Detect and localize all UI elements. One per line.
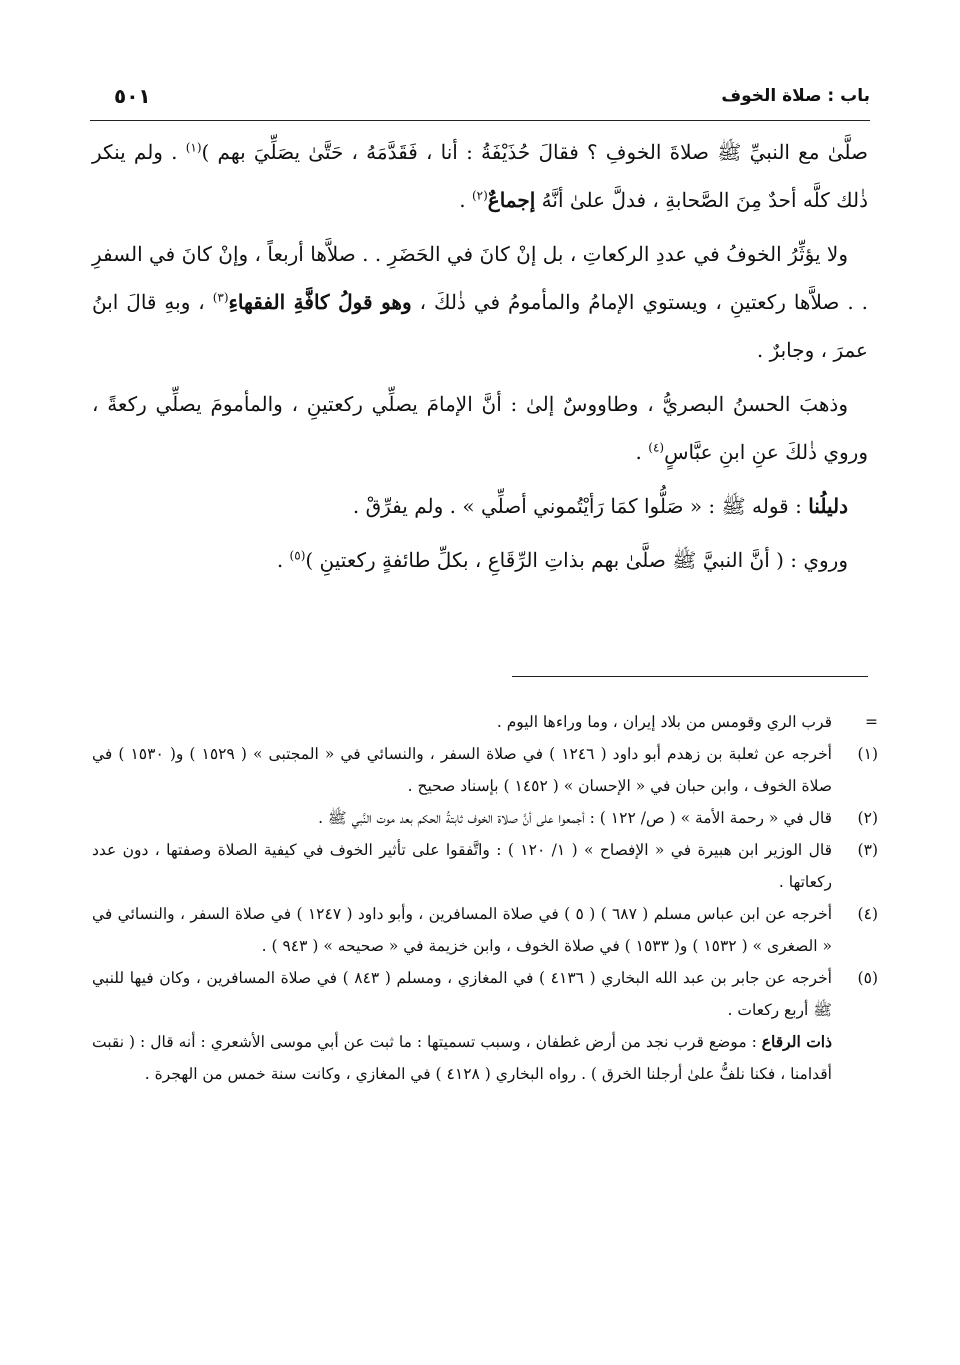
footnote-ref-1: (١) bbox=[185, 140, 202, 155]
footnote-5 bbox=[92, 962, 878, 1026]
footnote-separator bbox=[512, 676, 868, 677]
paragraph-4: دليلُنا : قوله ﷺ : « صَلُّوا كمَا رَأيْتُموني أصلِّي » . ولم يفرِّقْ . bbox=[352, 494, 848, 518]
bold-term: وهو قولُ كافَّةِ الفقهاءِ bbox=[228, 290, 412, 314]
footnote-number: (٢) bbox=[857, 809, 878, 827]
footnote-number: (٥) bbox=[857, 969, 878, 987]
paragraph-2: ولا يؤثِّرُ الخوفُ في عددِ الركعاتِ ، بل إنْ كانَ في الحَضَرِ . . صلاَّها أربعاً ، وإنْ كانَ في السفرِ . . صلاَّها ركعتينِ ، ويستوي الإمامُ والمأمومُ في ذٰلكَ ، وهو قولُ كافَّةِ الفقهاءِ$^{(٣)}$ ، وبهِ قالَ ابنُ عمرَ ، وجابرٌ . bbox=[92, 242, 868, 362]
chapter-title: باب : صلاة الخوف bbox=[721, 86, 870, 106]
footnote-text: أخرجه عن ابن عباس مسلم ( ٦٨٧ ) ( ٥ ) في صلاة المسافرين ، وأبو داود ( ١٢٤٧ ) في صلاة السفر ، والنسائي في « الصغرى » ( ١٥٣٢ ) و( ١٥٣٣ ) في صلاة الخوف ، وابن خزيمة في « صحيحه » ( ٩٤٣ ) . bbox=[92, 905, 833, 955]
footnote-text: أخرجه عن ثعلبة بن زهدم أبو داود ( ١٢٤٦ ) في صلاة السفر ، والنسائي في « المجتبى » ( ١٥٢٩ ) و( ١٥٣٠ ) في صلاة الخوف ، وابن حبان في « الإحسان » ( ١٤٥٢ ) بإسناد صحيح . bbox=[92, 745, 832, 795]
footnotes bbox=[92, 706, 878, 1090]
page-header bbox=[90, 80, 870, 121]
bold-term: دليلُنا bbox=[808, 494, 848, 518]
bold-term: ذات الرقاع bbox=[761, 1032, 832, 1051]
footnote-1 bbox=[92, 738, 878, 802]
page-number: ٥٠١ bbox=[114, 84, 151, 108]
footnote-3 bbox=[92, 834, 878, 898]
footnote-ref-5: (٥) bbox=[289, 548, 306, 563]
carry-text: قرب الري وقومس من بلاد إيران ، وما وراءها اليوم . bbox=[496, 713, 832, 731]
footnote-text: قال في « رحمة الأمة » ( ص/ ١٢٢ ) : أجمعوا على أنَّ صلاة الخوف ثابتةُ الحكم بعد موت النَّبي ﷺ . bbox=[318, 809, 832, 827]
footnote-ref-2: (٢) bbox=[471, 188, 488, 203]
footnote-text: أخرجه عن جابر بن عبد الله البخاري ( ٤١٣٦ ) في المغازي ، ومسلم ( ٨٤٣ ) في صلاة المسافرين ، وكان فيها للنبي ﷺ أربع ركعات . bbox=[92, 969, 832, 1019]
footnote-number: (٤) bbox=[857, 905, 878, 923]
footnote-number: (١) bbox=[857, 745, 878, 763]
footnote-carry bbox=[92, 706, 878, 738]
paragraph-1: صلَّىٰ مع النبيِّ ﷺ صلاةَ الخوفِ ؟ فقالَ حُذَيْفَةُ : أنا ، فَقَدَّمَهُ ، حَتَّىٰ يصَلِّيَ بهم )$^{(١)}$ . ولم ينكر ذٰلك كلَّه أحدٌ مِنَ الصَّحابةِ ، فدلَّ علىٰ أنَّهُ إجماعٌ$^{(٢)}$ . bbox=[92, 140, 868, 212]
paragraph-5: وروي : ( أنَّ النبيَّ ﷺ صلَّىٰ بهم بذاتِ الرِّقَاعِ ، بكلِّ طائفةٍ ركعتينِ )$^{(٥)}$ . bbox=[276, 548, 848, 572]
footnote-number: (٣) bbox=[857, 841, 878, 859]
footnote-ref-3: (٣) bbox=[212, 290, 229, 305]
footnote-2 bbox=[92, 802, 878, 834]
carry-mark: = bbox=[865, 713, 878, 731]
bold-term: إجماعٌ bbox=[487, 188, 536, 212]
paragraph-3: وذهبَ الحسنُ البصريُّ ، وطاووسٌ إلىٰ : أنَّ الإمامَ يصلِّي ركعتينِ ، والمأمومَ يصلِّي ركعةً ، وروي ذٰلكَ عنِ ابنِ عبَّاسٍ$^{(٤)}$ . bbox=[92, 392, 868, 464]
footnote-ref-4: (٤) bbox=[648, 440, 665, 455]
main-text bbox=[92, 128, 868, 590]
footnote-text: قال الوزير ابن هبيرة في « الإفصاح » ( ١/ ١٢٠ ) : واتَّفقوا على تأثير الخوف في كيفية الصلاة وصفتها ، دون عدد ركعاتها . bbox=[92, 841, 832, 891]
footnote-4 bbox=[92, 898, 878, 962]
footnote-5-continuation: ذات الرقاع : موضع قرب نجد من أرض غطفان ، وسبب تسميتها : ما ثبت عن أبي موسى الأشعري : أنه قال : ( نقبت أقدامنا ، فكنا نلفُّ علىٰ أرجلنا الخرق ) . رواه البخاري ( ٤١٢٨ ) في المغازي ، وكانت سنة خمس من الهجرة . bbox=[92, 1032, 832, 1083]
